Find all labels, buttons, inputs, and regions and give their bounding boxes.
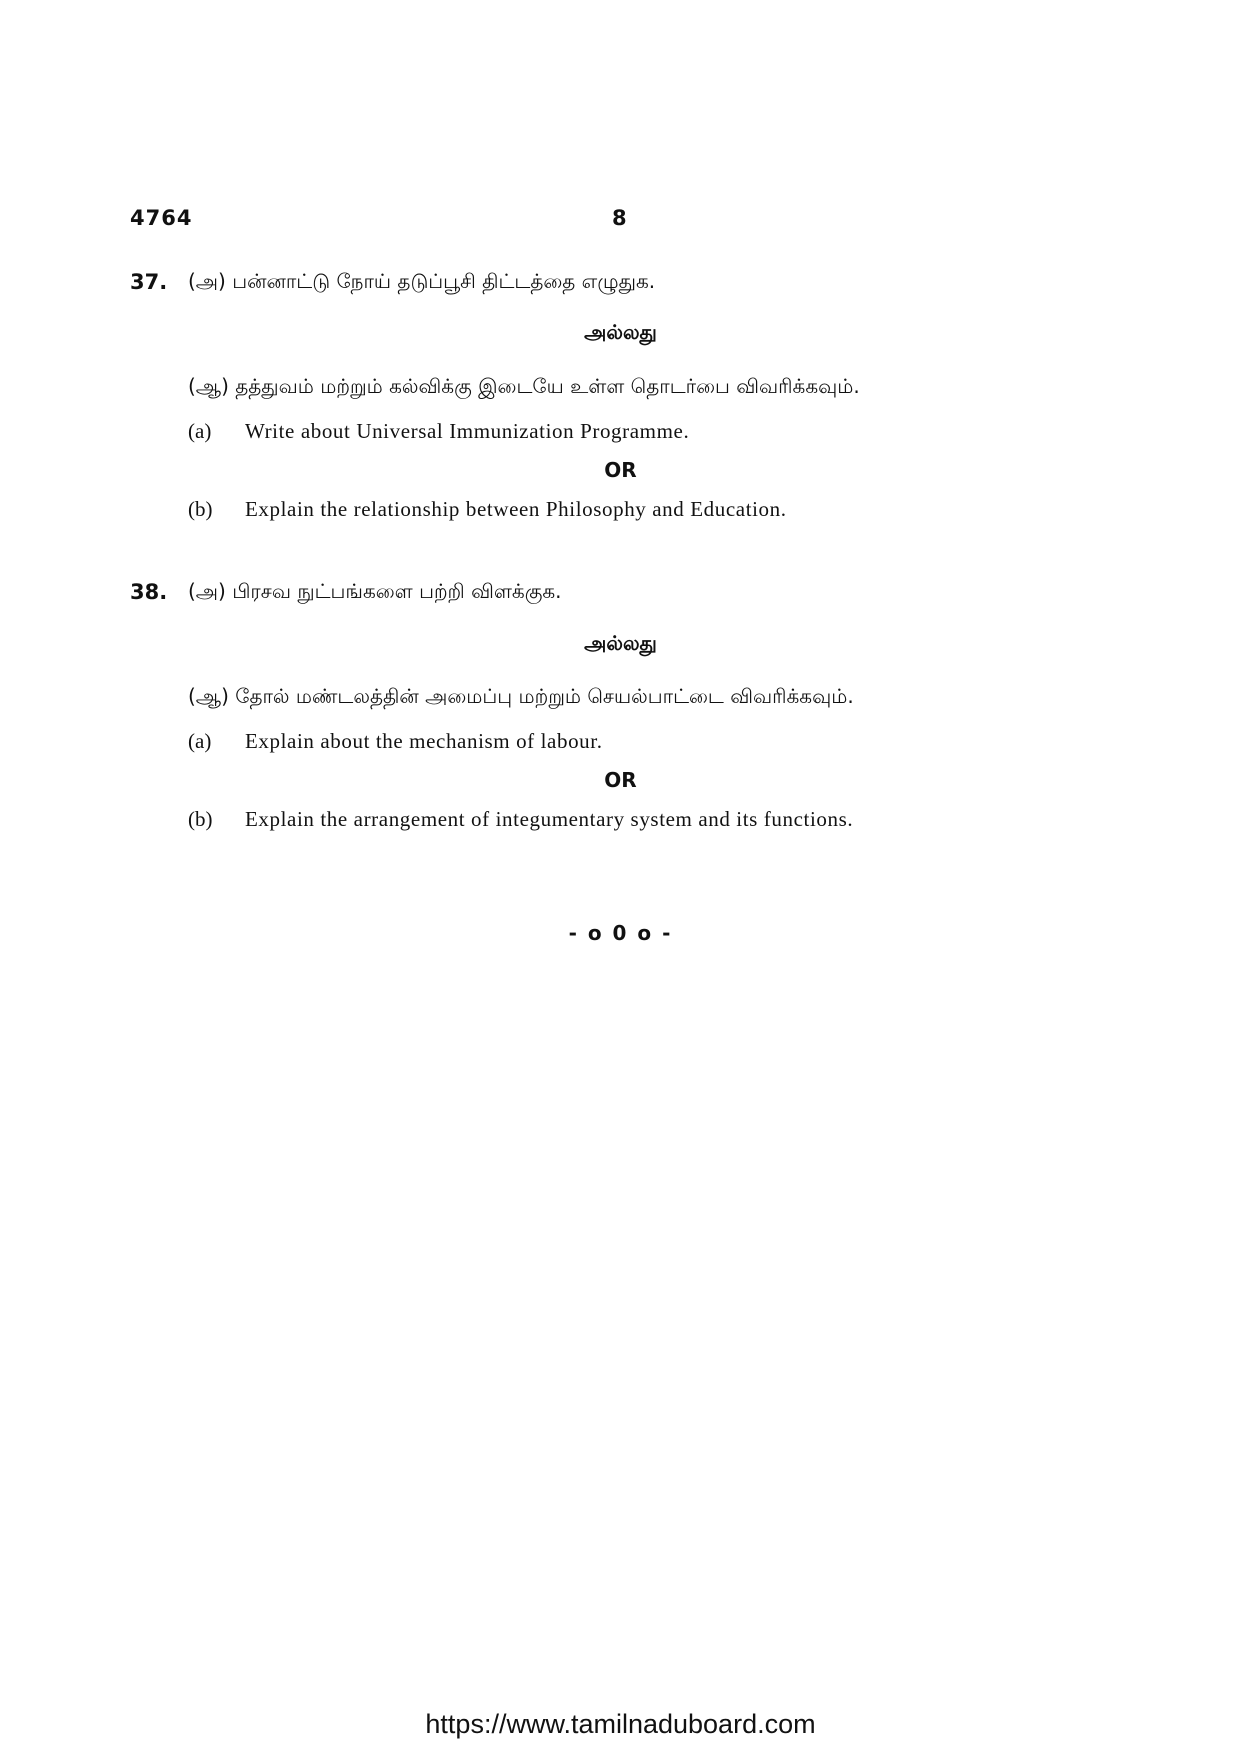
tamil-or-separator: அல்லது (584, 631, 657, 655)
question-tamil-option-a: (அ) பிரசவ நுட்பங்களை பற்றி விளக்குக. (188, 579, 562, 603)
question-number: 37. (130, 270, 168, 294)
question-english-option-a: Explain about the mechanism of labour. (245, 729, 603, 753)
page-number: 8 (612, 206, 627, 230)
question-english-option-b: Explain the arrangement of integumentary system and its functions. (245, 807, 854, 831)
question-tamil-option-b: (ஆ) தத்துவம் மற்றும் கல்விக்கு இடையே உள்ள தொடர்பை விவரிக்கவும். (188, 374, 860, 398)
option-a-label: (a) (188, 729, 212, 753)
tamil-or-separator: அல்லது (584, 320, 657, 344)
english-or-separator: OR (604, 768, 637, 792)
footer-url: https://www.tamilnaduboard.com (425, 1709, 816, 1739)
option-a-label: (a) (188, 419, 212, 443)
paper-code: 4764 (130, 206, 193, 230)
question-tamil-option-a: (அ) பன்னாட்டு நோய் தடுப்பூசி திட்டத்தை எழுதுக. (188, 269, 656, 293)
question-english-option-b: Explain the relationship between Philosophy and Education. (245, 497, 787, 521)
option-b-label: (b) (188, 497, 213, 521)
question-number: 38. (130, 580, 168, 604)
question-english-option-a: Write about Universal Immunization Programme. (245, 419, 690, 443)
english-or-separator: OR (604, 458, 637, 482)
end-of-paper-mark: - o 0 o - (568, 921, 673, 945)
option-b-label: (b) (188, 807, 213, 831)
question-tamil-option-b: (ஆ) தோல் மண்டலத்தின் அமைப்பு மற்றும் செயல்பாட்டை விவரிக்கவும். (188, 684, 854, 708)
